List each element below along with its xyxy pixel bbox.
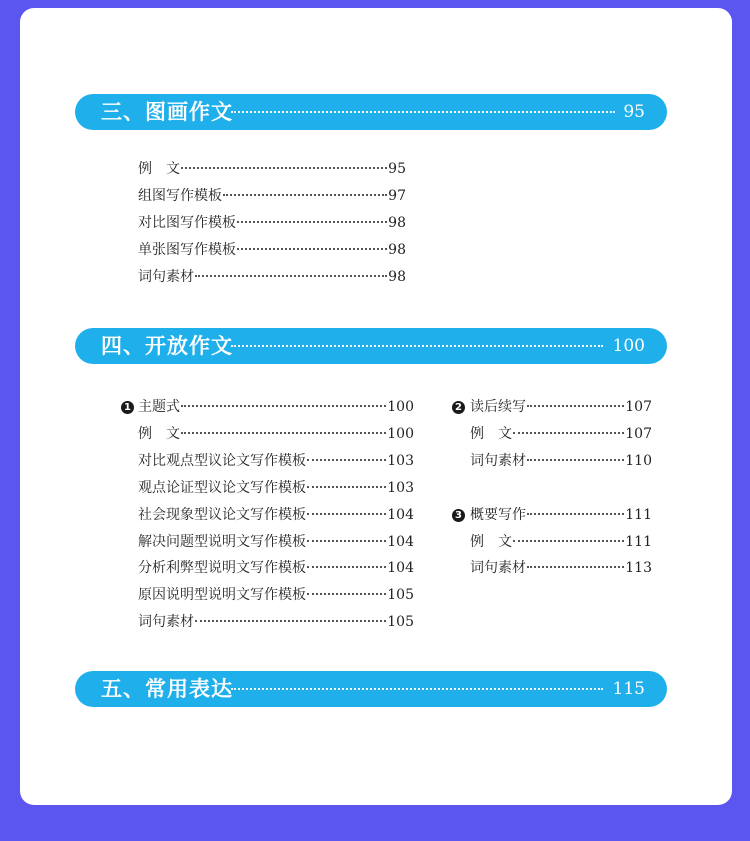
leader-dots xyxy=(231,688,603,690)
leader-dots xyxy=(237,248,387,250)
toc-item[interactable] xyxy=(138,532,414,552)
toc-item-page: 104 xyxy=(387,507,414,523)
toc-item-label: 词句素材 xyxy=(470,560,526,576)
toc-item-label: 例 文 xyxy=(470,534,512,550)
leader-dots xyxy=(527,405,624,407)
toc-item-page: 104 xyxy=(387,534,414,550)
leader-dots xyxy=(513,540,624,542)
section-page-number: 100 xyxy=(612,336,645,356)
section-header-4[interactable] xyxy=(75,328,667,364)
toc-item-label: 例 文 xyxy=(138,426,180,442)
toc-item-label: 社会现象型议论文写作模板 xyxy=(138,507,306,523)
toc-item-page: 104 xyxy=(387,560,414,576)
section-page-number: 95 xyxy=(623,102,645,122)
toc-item-page: 113 xyxy=(625,560,652,576)
toc-item-label: 对比图写作模板 xyxy=(138,215,236,231)
leader-dots xyxy=(307,593,386,595)
section-header-5[interactable] xyxy=(75,671,667,707)
leader-dots xyxy=(307,486,386,488)
toc-item[interactable] xyxy=(470,505,652,525)
toc-item[interactable] xyxy=(138,186,406,206)
toc-item[interactable] xyxy=(470,424,652,444)
toc-item[interactable] xyxy=(138,612,414,632)
section-page-number: 115 xyxy=(612,679,645,699)
number-1-icon: 1 xyxy=(121,401,134,414)
section-header-3[interactable] xyxy=(75,94,667,130)
toc-item-label: 原因说明型说明文写作模板 xyxy=(138,587,306,603)
toc-item[interactable] xyxy=(470,532,652,552)
toc-item-page: 107 xyxy=(625,426,652,442)
toc-item-page: 103 xyxy=(387,453,414,469)
leader-dots xyxy=(527,459,624,461)
leader-dots xyxy=(195,275,387,277)
toc-item[interactable] xyxy=(470,451,652,471)
toc-item[interactable] xyxy=(138,558,414,578)
toc-item-label: 例 文 xyxy=(138,161,180,177)
number-3-icon: 3 xyxy=(452,509,465,522)
toc-item-label: 单张图写作模板 xyxy=(138,242,236,258)
toc-item-label: 例 文 xyxy=(470,426,512,442)
toc-item[interactable] xyxy=(470,558,652,578)
toc-item[interactable] xyxy=(138,585,414,605)
toc-item[interactable] xyxy=(138,424,414,444)
toc-item-page: 98 xyxy=(388,215,406,231)
toc-item-label: 读后续写 xyxy=(470,399,526,415)
leader-dots xyxy=(181,432,386,434)
toc-item[interactable] xyxy=(138,478,414,498)
leader-dots xyxy=(307,513,386,515)
toc-item-label: 对比观点型议论文写作模板 xyxy=(138,453,306,469)
toc-item[interactable] xyxy=(138,505,414,525)
toc-item-label: 观点论证型议论文写作模板 xyxy=(138,480,306,496)
section-title: 五、常用表达 xyxy=(101,677,233,701)
toc-item-label: 概要写作 xyxy=(470,507,526,523)
toc-item-label: 词句素材 xyxy=(138,269,194,285)
toc-item-page: 105 xyxy=(387,614,414,630)
toc-item[interactable] xyxy=(138,240,406,260)
leader-dots xyxy=(237,221,387,223)
toc-item-label: 词句素材 xyxy=(470,453,526,469)
toc-item[interactable] xyxy=(138,451,414,471)
toc-item[interactable] xyxy=(138,397,414,417)
section-title: 三、图画作文 xyxy=(101,100,233,124)
leader-dots xyxy=(231,345,603,347)
toc-item[interactable] xyxy=(470,397,652,417)
toc-item-label: 分析利弊型说明文写作模板 xyxy=(138,560,306,576)
toc-item-page: 111 xyxy=(625,534,652,550)
toc-item-page: 98 xyxy=(388,269,406,285)
toc-item-label: 组图写作模板 xyxy=(138,188,222,204)
leader-dots xyxy=(307,540,386,542)
number-2-icon: 2 xyxy=(452,401,465,414)
toc-item-page: 103 xyxy=(387,480,414,496)
leader-dots xyxy=(513,432,624,434)
toc-item-page: 111 xyxy=(625,507,652,523)
leader-dots xyxy=(223,194,387,196)
toc-item-page: 105 xyxy=(387,587,414,603)
leader-dots xyxy=(195,620,386,622)
leader-dots xyxy=(231,111,615,113)
leader-dots xyxy=(527,566,624,568)
leader-dots xyxy=(181,167,387,169)
toc-item-page: 100 xyxy=(387,426,414,442)
toc-item[interactable] xyxy=(138,267,406,287)
toc-item-page: 107 xyxy=(625,399,652,415)
toc-item[interactable] xyxy=(138,159,406,179)
toc-item-page: 95 xyxy=(388,161,406,177)
toc-item-label: 解决问题型说明文写作模板 xyxy=(138,534,306,550)
toc-item-page: 97 xyxy=(388,188,406,204)
toc-item[interactable] xyxy=(138,213,406,233)
section-title: 四、开放作文 xyxy=(101,334,233,358)
toc-item-page: 110 xyxy=(625,453,652,469)
leader-dots xyxy=(527,513,624,515)
toc-item-label: 主题式 xyxy=(138,399,180,415)
leader-dots xyxy=(307,459,386,461)
toc-item-page: 100 xyxy=(387,399,414,415)
toc-item-label: 词句素材 xyxy=(138,614,194,630)
leader-dots xyxy=(307,566,386,568)
toc-item-page: 98 xyxy=(388,242,406,258)
leader-dots xyxy=(181,405,386,407)
